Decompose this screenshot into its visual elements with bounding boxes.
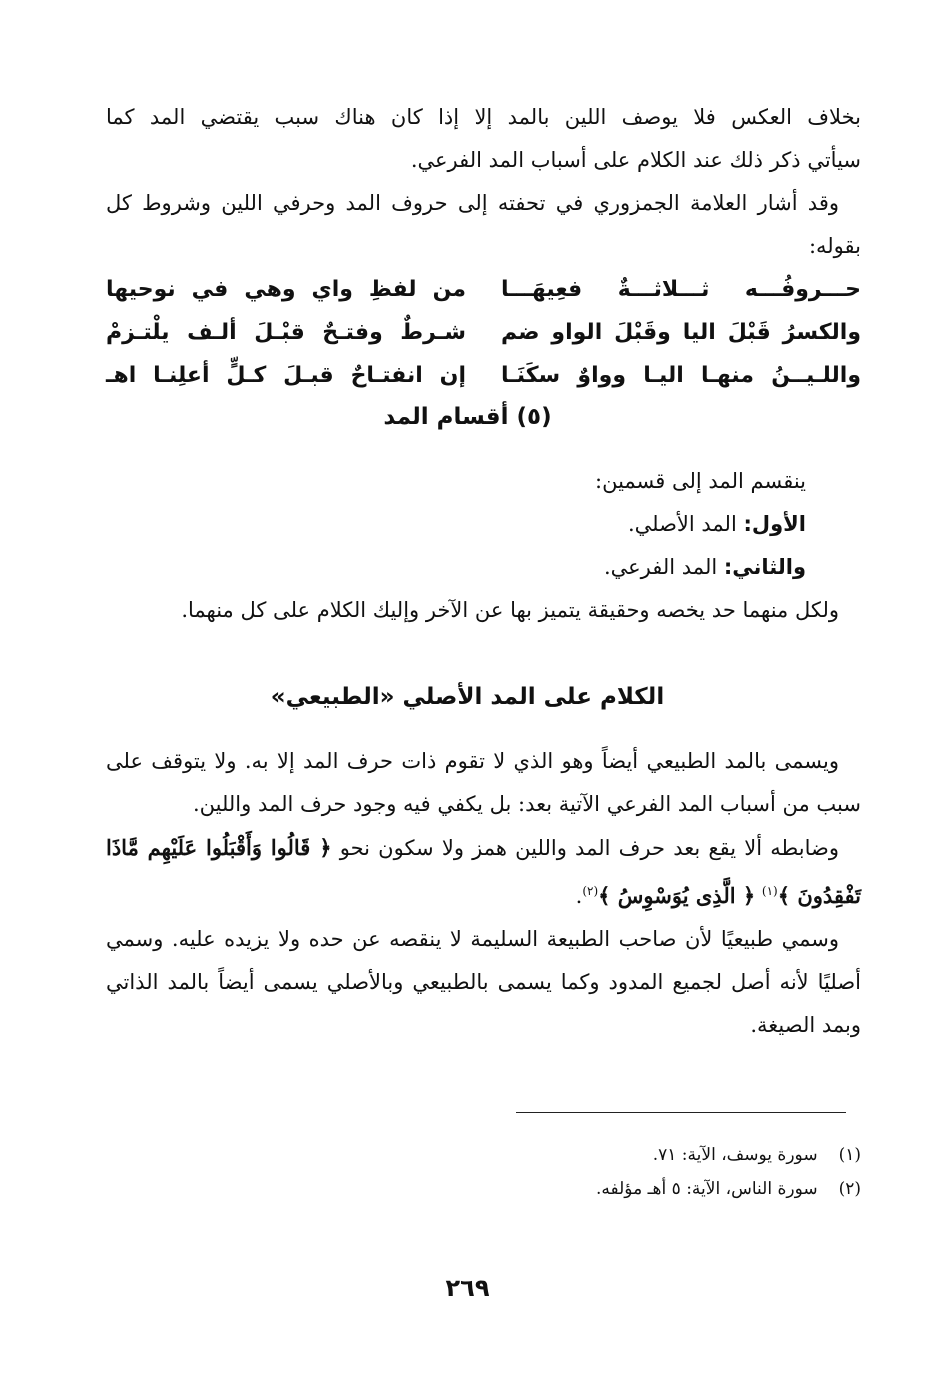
divisions-intro: ينقسم المد إلى قسمين: [595,469,806,493]
divisions-closing-text: ولكل منهما حد يخصه وحقيقة يتميز بها عن الآخر وإليك الكلام على كل منهما. [181,598,839,622]
opening-line-1: بخلاف العكس فلا يوصف اللين بالمد إلا إذا كان هناك سبب يقتضي المد كما [106,105,861,129]
opening-line-2: سيأتي ذكر ذلك عند الكلام على أسباب المد الفرعي. [410,148,861,172]
footnote-item [106,1138,861,1172]
poem-verse [106,268,861,311]
verse-first-half: حـــروفُـــه ثـــلاثـــةٌ فعِيهَـــا [501,277,861,302]
footnote-text: سورة الناس، الآية: ٥ أهـ مؤلفه. [595,1179,818,1199]
section-heading-natural-madd: الكلام على المد الأصلي «الطبيعي» [270,684,665,710]
opening-paragraph [106,96,861,268]
verse-second-half: شـرطٌ وفتـحٌ قبْـلَ ألـف يلْتـزمْ [106,320,466,345]
verse-first-half: والكسرُ قَبْلَ اليا وقَبْلَ الواو ضم [501,320,861,345]
footnote-text: سورة يوسف، الآية: ٧١. [652,1145,818,1165]
division-first-text: المد الأصلي. [627,512,737,536]
division-second-text: المد الفرعي. [603,555,718,579]
tuhfa-poem [106,268,861,397]
poem-verse [106,354,861,397]
footnote-number: (٢) [838,1179,861,1199]
quran-quote-yusuf: ﴿ قَالُوا وَأَقْبَلُوا عَلَيْهِم مَّاذَا تَفْقِدُونَ ﴾ [106,835,861,908]
verse-second-half: من لفظِ واي وهي في نوحيها [106,277,466,302]
footnotes [106,1138,861,1206]
footnote-ref-2: (٢) [582,884,599,898]
divisions-list [106,460,806,589]
jamzouri-intro: وقد أشار العلامة الجمزوري في تحفته إلى حروف المد وحرفي اللين وشروط كل بقوله: [106,191,861,258]
division-first-label: الأول: [743,512,806,536]
section-heading-divisions: (٥) أقسام المد [383,404,552,430]
page-number: ٢٦٩ [445,1274,490,1302]
verse-first-half: واللـيــنُ منهـا اليـا وواوٌ سكَنَـا [501,363,861,388]
division-second-label: والثاني: [723,555,806,579]
natural-madd-naming: وسمي طبيعيًا لأن صاحب الطبيعة السليمة لا ينقصه عن حده ولا يزيده عليه. وسمي أصليًا لأنه أصل لجميع المدود وكما يسمى بالطبيعي وبالأصلي يسمى أيضاً بالمد الذاتي وبمد الصيغة. [106,927,861,1037]
rule-text: وضابطه ألا يقع بعد حرف المد واللين همز ولا سكون نحو [339,836,839,860]
quran-quote-nas: ﴿ الَّذِى يُوَسْوِسُ ﴾ [598,883,756,908]
natural-madd-body [106,740,861,1047]
footnote-number: (١) [838,1145,861,1165]
poem-verse [106,311,861,354]
natural-madd-rule: وضابطه ألا يقع بعد حرف المد واللين همز ولا سكون نحو ﴿ قَالُوا وَأَقْبَلُوا عَلَيْهِم مَّاذَا تَفْقِدُونَ ﴾$^{(١)}$ ﴿ الَّذِى يُوَسْوِسُ ﴾$^{(٢)}$. [106,835,861,908]
footnote-separator [516,1112,846,1113]
division-first [106,503,806,546]
division-second [106,546,806,589]
footnote-ref-1: (١) [761,884,778,898]
verse-second-half: إن انفتـاحٌ قبـلَ كـلٍّ أعلِنـا اهـ [106,363,466,388]
divisions-closing [106,589,861,632]
footnote-item [106,1172,861,1206]
natural-madd-definition: ويسمى بالمد الطبيعي أيضاً وهو الذي لا تقوم ذات حرف المد إلا به. ولا يتوقف على سبب من أسباب المد الفرعي الآتية بعد: بل يكفي فيه وجود حرف المد واللين. [106,749,861,816]
